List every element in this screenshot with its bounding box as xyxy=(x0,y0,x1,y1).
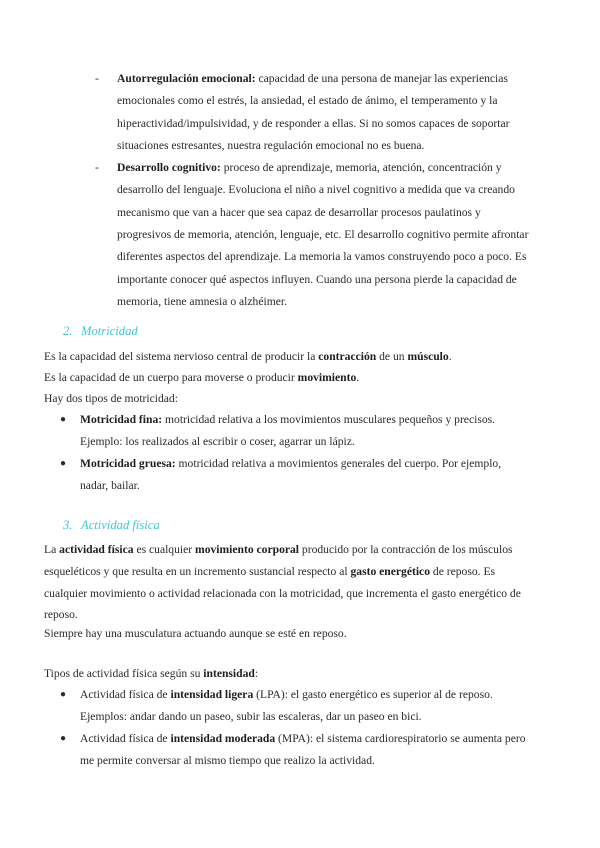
bold-term: actividad física xyxy=(59,543,134,556)
motricidad-bullets xyxy=(60,409,530,497)
text-run: . xyxy=(448,350,452,363)
list-item-intensidad-ligera xyxy=(60,684,530,728)
list-item-autorregulacion xyxy=(95,68,535,157)
paragraph-motricidad-def2 xyxy=(44,367,524,389)
bullet-dot-icon: ● xyxy=(60,689,67,700)
bold-term: Motricidad fina: xyxy=(80,413,163,426)
text-run: producido por la contracción de los músculos esqueléticos y que resulta en un incremento sustancial respecto al xyxy=(44,543,513,578)
bullet-dot-icon: ● xyxy=(60,733,67,745)
term-autorregulacion: Autorregulación emocional: xyxy=(117,72,256,85)
text-run: . xyxy=(356,371,360,384)
text-run: (LPA): el gasto energético es superior al de reposo. Ejemplos: andar dando un paseo, subir las escaleras, dar un paseo en bici. xyxy=(80,688,493,723)
paragraph-actividad-fisica-def xyxy=(44,539,524,626)
definition-text: proceso de aprendizaje, memoria, atención, concentración y desarrollo del lenguaje. Evoluciona el niño a nivel cognitivo a medida que va creando mecanismo que van a hacer que sea capaz de desarrollar procesos paulatinos y progresivos de memoria, atención, lenguaje, etc. El desarrollo cognitivo permite afrontar diferentes aspectos del aprendizaje. La memoria la vamos construyendo poco a poco. Es importante conocer qué aspectos influyen. Cuando una persona pierde la capacidad de memoria, tiene amnesia o alzhéimer. xyxy=(117,161,529,308)
dash-marker: - xyxy=(95,161,99,175)
text-run: es cualquier xyxy=(133,543,196,556)
bullet-dot-icon: ● xyxy=(60,414,67,425)
text-run: motricidad relativa a movimientos generales del cuerpo. Por ejemplo, nadar, bailar. xyxy=(80,457,502,492)
bold-term: intensidad ligera xyxy=(170,688,254,701)
section-title: Motricidad xyxy=(81,324,138,338)
dash-marker: - xyxy=(95,72,99,85)
text-run: de reposo. Es cualquier movimiento o actividad relacionada con la motricidad, que incrementa el gasto energético de reposo. xyxy=(44,564,521,622)
section-number: 2. xyxy=(63,324,73,338)
text-run: : xyxy=(254,667,259,680)
list-item-motricidad-fina xyxy=(60,409,530,453)
bold-term: intensidad xyxy=(203,667,255,680)
section-heading-motricidad xyxy=(63,320,138,342)
bold-term: movimiento xyxy=(297,371,357,384)
text-run: La xyxy=(44,543,60,556)
definition-text: capacidad de una persona de manejar las experiencias emocionales como el estrés, la ansiedad, el estado de ánimo, el temperamento y la hiperactividad/impulsividad, y de responder a ellas. Si no somos capaces de soportar situaciones estresantes, nuestra regulación emocional no es buena. xyxy=(117,72,510,152)
section-heading-actividad-fisica xyxy=(63,514,160,536)
text-run: motricidad relativa a los movimientos musculares pequeños y precisos. Ejemplo: los realizados al escribir o coser, agarrar un lápiz. xyxy=(80,413,496,448)
paragraph-musculatura: Siempre hay una musculatura actuando aunque se esté en reposo. xyxy=(44,627,347,640)
section-number: 3. xyxy=(63,518,73,532)
bold-term: movimiento corporal xyxy=(195,543,300,556)
paragraph-motricidad-types: Hay dos tipos de motricidad: xyxy=(44,392,178,405)
bold-term: Motricidad gruesa: xyxy=(80,457,176,471)
list-item-intensidad-moderada xyxy=(60,728,530,772)
bullet-dot-icon: ● xyxy=(60,458,67,470)
text-run: Tipos de actividad física según su xyxy=(44,667,204,680)
dash-list xyxy=(95,68,535,313)
bold-term: intensidad moderada xyxy=(170,732,276,746)
bold-term: gasto energético xyxy=(350,564,430,578)
paragraph-motricidad-def1 xyxy=(44,346,524,368)
text-run: (MPA): el sistema cardiorespiratorio se aumenta pero me permite conversar al mismo tiempo que realizo la actividad. xyxy=(80,732,526,767)
list-item-desarrollo-cognitivo xyxy=(95,157,535,313)
bold-term: músculo xyxy=(407,350,449,363)
term-desarrollo-cognitivo: Desarrollo cognitivo: xyxy=(117,161,221,175)
section-title: Actividad física xyxy=(81,518,160,532)
text-run: de un xyxy=(376,350,408,363)
text-run: Es la capacidad de un cuerpo para moverse o producir xyxy=(44,371,298,384)
paragraph-tipos-intensidad xyxy=(44,663,524,685)
text-run: Actividad física de xyxy=(80,688,171,701)
text-run: Actividad física de xyxy=(80,732,171,746)
bold-term: contracción xyxy=(318,350,377,363)
intensidad-bullets xyxy=(60,684,530,772)
text-run: Es la capacidad del sistema nervioso central de producir la xyxy=(44,350,319,363)
list-item-motricidad-gruesa xyxy=(60,453,530,497)
